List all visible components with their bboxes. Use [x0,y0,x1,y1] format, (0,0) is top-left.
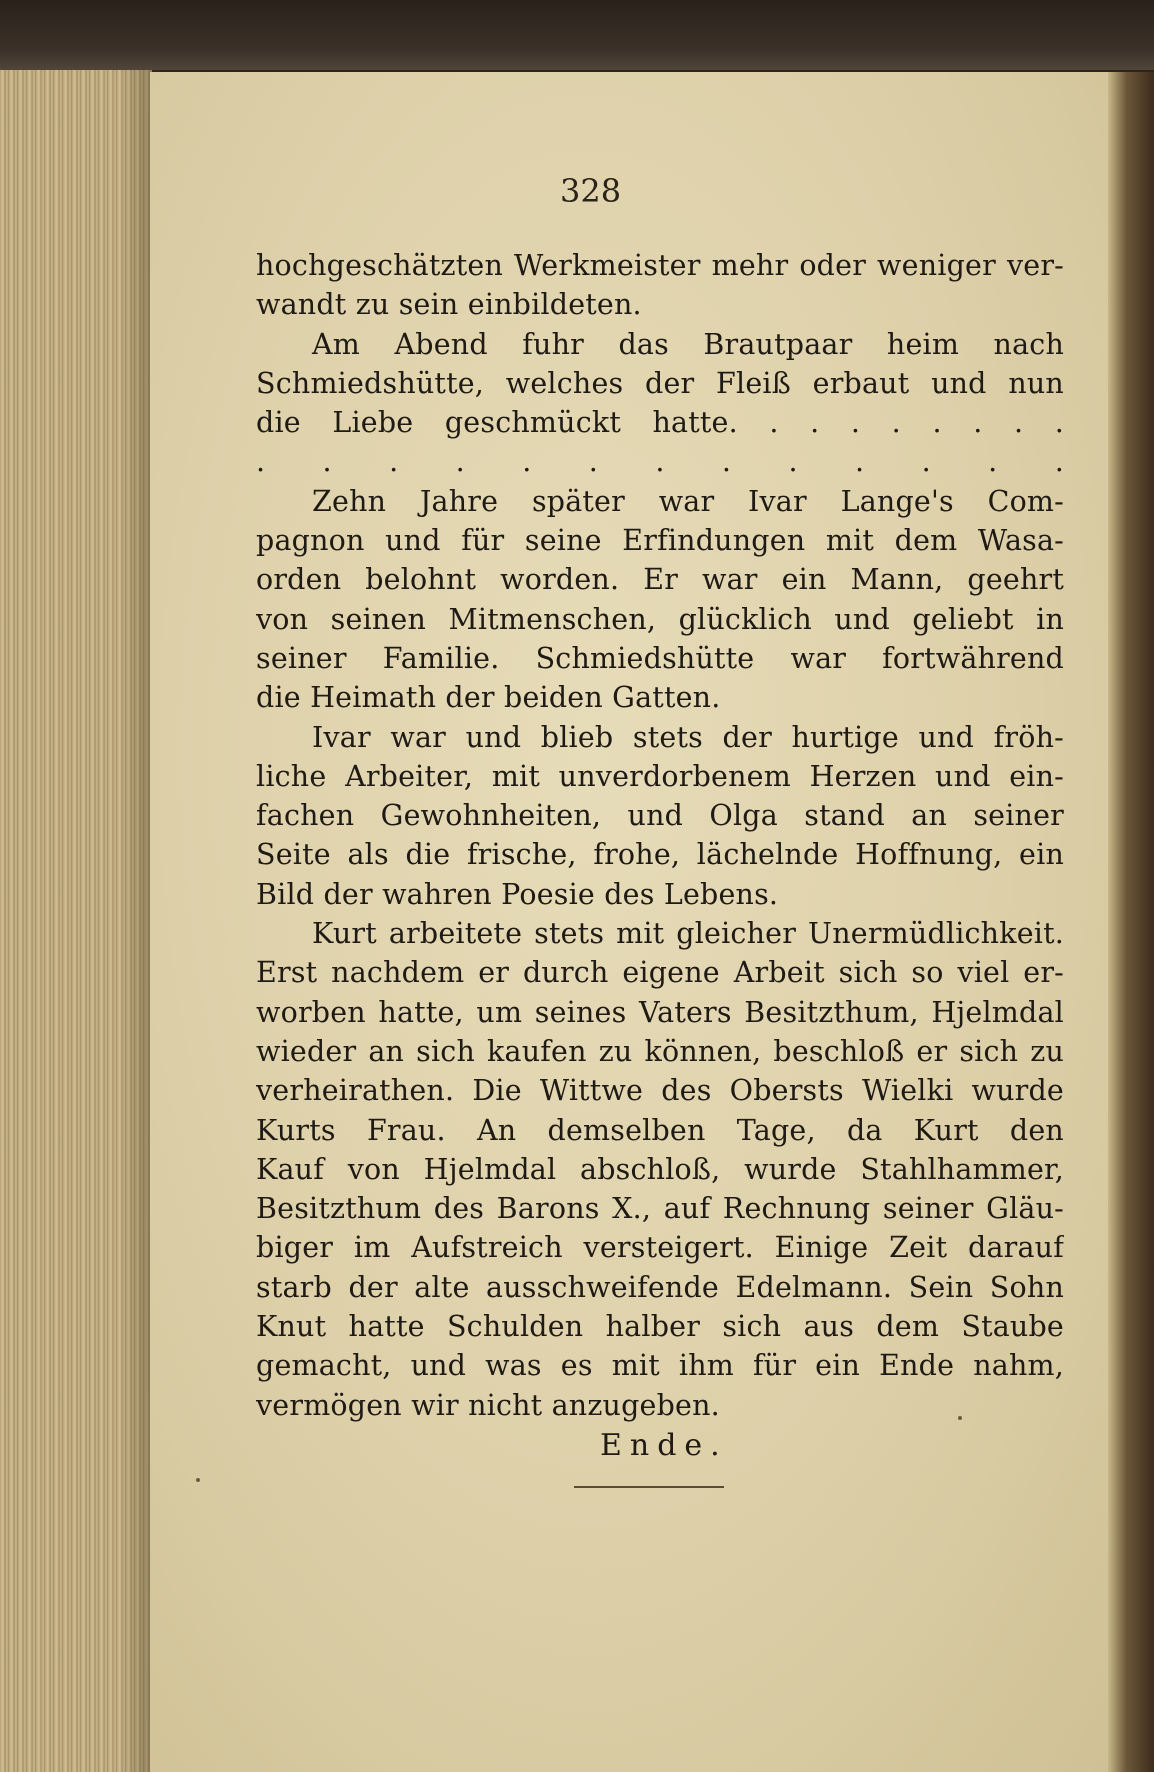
binding-gutter [1108,72,1154,1772]
text-line: Erst nachdem er durch eigene Arbeit sich so viel er- [256,956,1064,990]
body-text [256,246,1064,1425]
text-line: die Heimath der beiden Gatten. [256,681,721,715]
text-line: Knut hatte Schulden halber sich aus dem Staube [256,1310,1064,1344]
text-line: Kurt arbeitete stets mit gleicher Unermüdlichkeit. [312,917,1064,951]
text-line: . . . . . . . . . . . . . [256,445,1064,479]
text-line: die Liebe geschmückt hatte. . . . . . . . . [256,406,1064,440]
ende-heading: Ende. [600,1428,728,1463]
text-line: fachen Gewohnheiten, und Olga stand an seiner [256,799,1064,833]
paper-speck [958,1416,962,1420]
text-line: vermögen wir nicht anzugeben. [256,1388,720,1422]
page-number: 328 [560,172,622,210]
text-line: Besitzthum des Barons X., auf Rechnung seiner Gläu- [256,1192,1064,1226]
text-line: wieder an sich kaufen zu können, beschloß er sich zu [256,1034,1064,1068]
text-line: biger im Aufstreich versteigert. Einige Zeit darauf [256,1231,1064,1265]
text-line: Kauf von Hjelmdal abschloß, wurde Stahlhammer, [256,1152,1064,1186]
text-line: Am Abend fuhr das Brautpaar heim nach [312,327,1064,361]
text-line: worben hatte, um seines Vaters Besitzthum, Hjelmdal [256,995,1064,1029]
text-line: gemacht, und was es mit ihm für ein Ende nahm, [256,1349,1064,1383]
book-top-edge [0,0,1154,70]
text-line: Kurts Frau. An demselben Tage, da Kurt den [256,1113,1064,1147]
text-line: starb der alte ausschweifende Edelmann. Sein Sohn [256,1270,1064,1304]
text-line: Schmiedshütte, welches der Fleiß erbaut und nun [256,366,1064,400]
paper-speck [196,1478,200,1482]
text-line: verheirathen. Die Wittwe des Obersts Wielki wurde [256,1074,1064,1108]
text-line: hochgeschätzten Werkmeister mehr oder weniger ver- [256,249,1064,282]
text-line: orden belohnt worden. Er war ein Mann, geehrt [256,563,1064,597]
text-line: von seinen Mitmenschen, glücklich und geliebt in [256,602,1064,636]
text-line: Seite als die frische, frohe, lächelnde Hoffnung, ein [256,838,1064,872]
text-line: Zehn Jahre später war Ivar Lange's Com- [312,484,1064,518]
text-line: pagnon und für seine Erfindungen mit dem Wasa- [256,524,1064,558]
text-line: liche Arbeiter, mit unverdorbenem Herzen und ein- [256,759,1064,793]
text-line: seiner Familie. Schmiedshütte war fortwährend [256,641,1064,675]
end-rule [574,1486,724,1488]
text-line: Bild der wahren Poesie des Lebens. [256,877,779,911]
text-line: Ivar war und blieb stets der hurtige und fröh- [312,720,1064,754]
text-line: wandt zu sein einbildeten. [256,288,642,322]
